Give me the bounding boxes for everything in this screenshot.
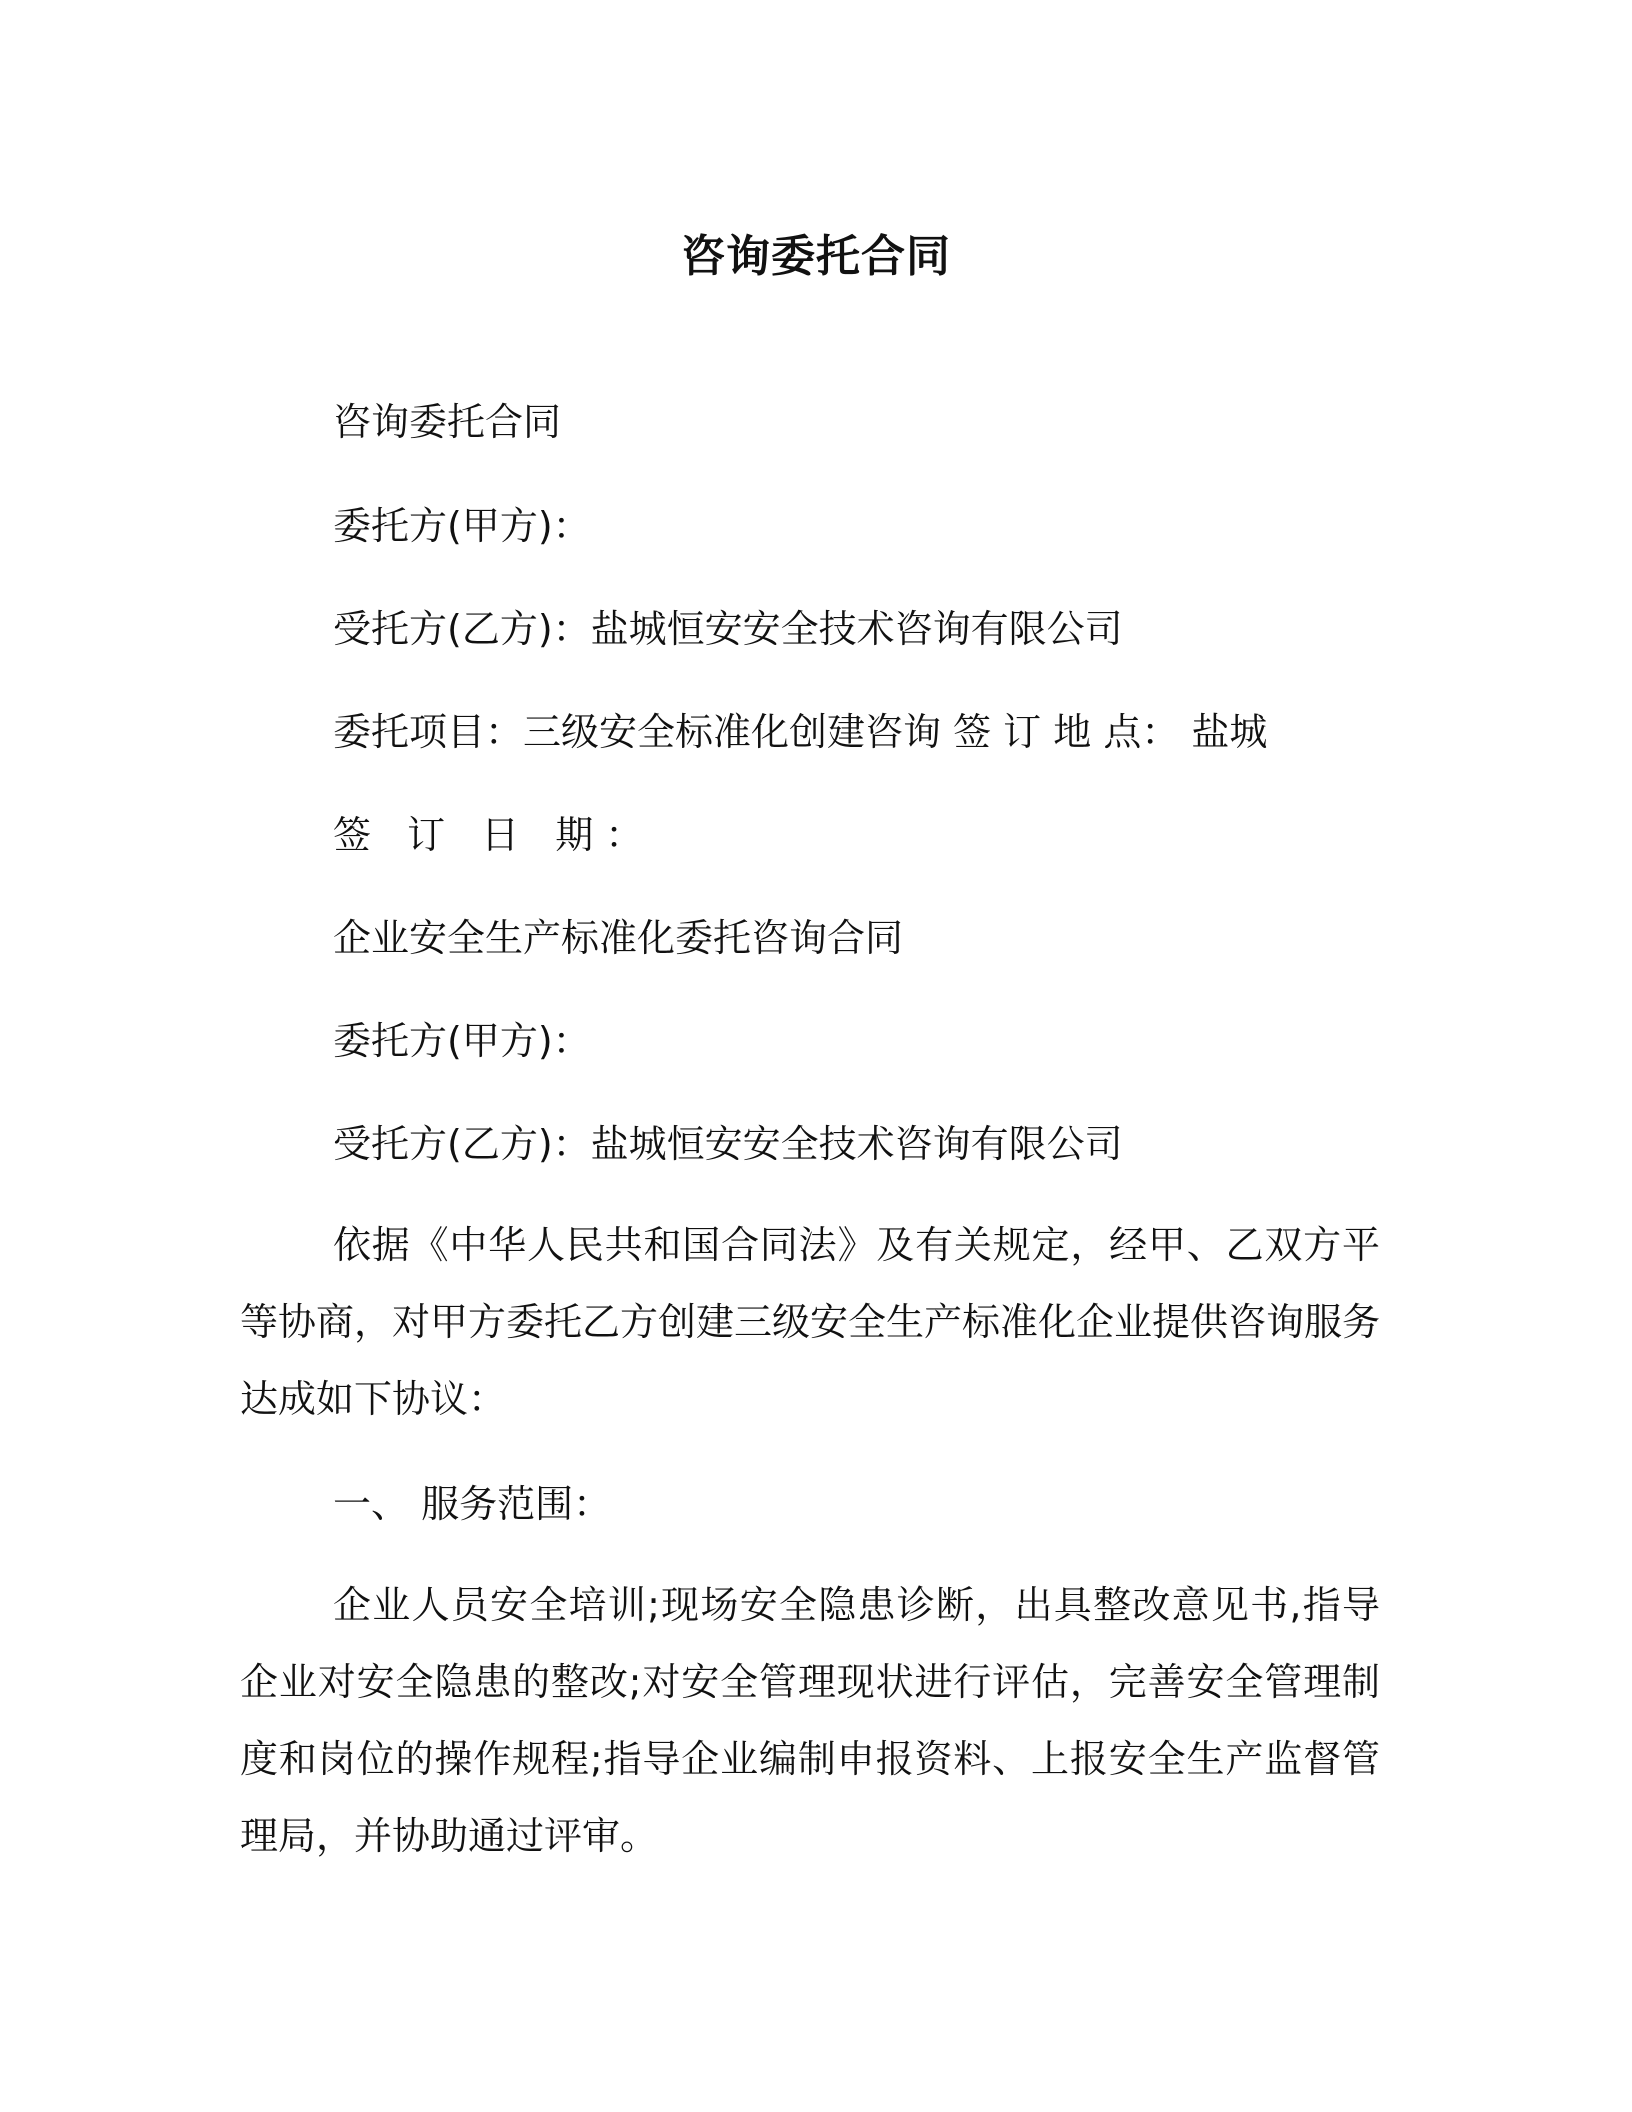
header-line-client-2: 委托方(甲方)：: [333, 1019, 591, 1063]
header-line-sign-date: 签 订 日 期：: [333, 813, 656, 857]
header-line-contractor: 受托方(乙方)：盐城恒安安全技术咨询有限公司: [333, 607, 1123, 651]
document-title: 咨询委托合同: [681, 231, 951, 282]
intro-paragraph: 依据《中华人民共和国合同法》及有关规定，经甲、乙双方平等协商，对甲方委托乙方创建三级安全生产标准化企业提供咨询服务达成如下协议：: [240, 1223, 1381, 1421]
header-line-project-and-place: 委托项目：三级安全标准化创建咨询 签 订 地 点： 盐城: [333, 710, 1268, 754]
header-line-client: 委托方(甲方)：: [333, 504, 591, 548]
header-line-contractor-2: 受托方(乙方)：盐城恒安安全技术咨询有限公司: [333, 1122, 1123, 1166]
header-line-subtitle: 企业安全生产标准化委托咨询合同: [333, 916, 904, 960]
section-1-heading: 一、 服务范围：: [333, 1482, 612, 1526]
section-1-body: 企业人员安全培训;现场安全隐患诊断，出具整改意见书,指导企业对安全隐患的整改;对安全管理现状进行评估，完善安全管理制度和岗位的操作规程;指导企业编制申报资料、上报安全生产监督管理局，并协助通过评审。: [240, 1583, 1380, 1858]
header-line-contract-name: 咨询委托合同: [333, 400, 562, 444]
